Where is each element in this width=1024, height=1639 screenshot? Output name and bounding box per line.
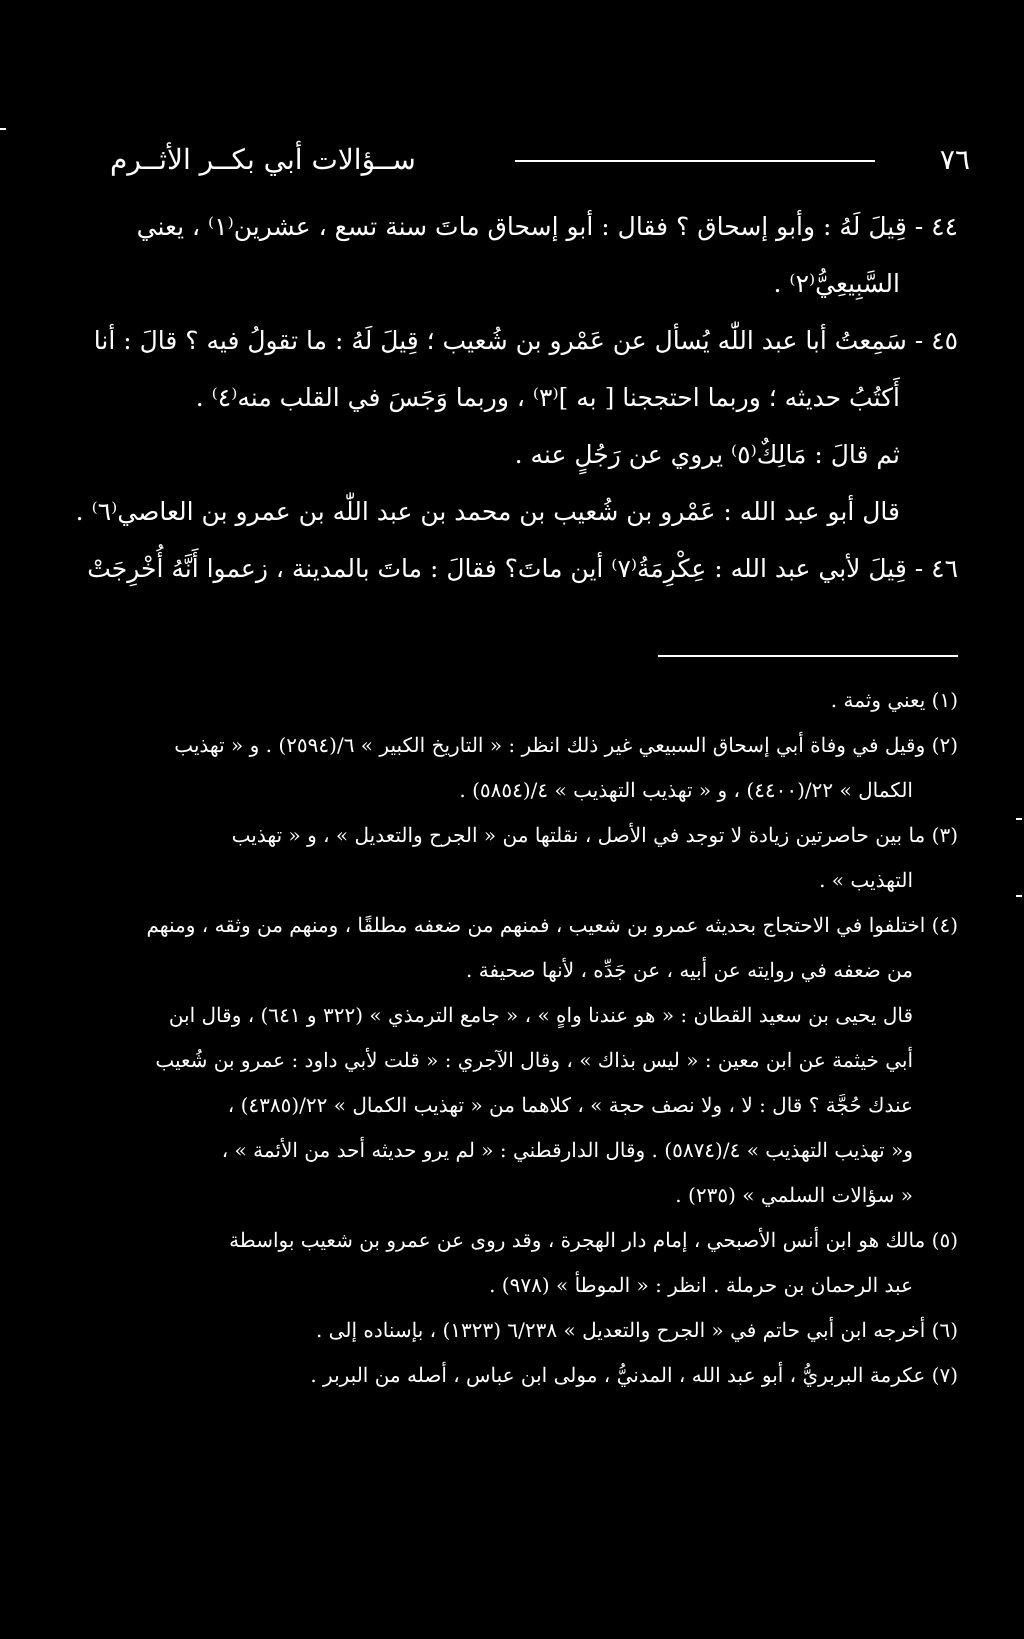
page-header xyxy=(70,140,970,180)
footnote-line: (٣) ما بين حاصرتين زيادة لا توجد في الأصل ، نقلتها من « الجرح والتعديل » ، و « تهذيب xyxy=(231,823,958,847)
footnote-line: « سؤالات السلمي » (٢٣٥) . xyxy=(675,1183,913,1207)
footnote-line: قال يحيى بن سعيد القطان : « هو عندنا واهٍ » ، « جامع الترمذي » (٣٢٢ و ٦٤١) ، وقال ابن xyxy=(168,1003,913,1027)
footnote-line: (٢) وقيل في وفاة أبي إسحاق السبيعي غير ذلك انظر : « التاريخ الكبير » ٦/(٢٥٩٤) . و « تهذيب xyxy=(174,733,958,757)
text-line: ٤٤ - قِيلَ لَهُ : وأبو إسحاق ؟ فقال : أبو إسحاق ماتَ سنة تسع ، عشرين⁽١⁾ ، يعني xyxy=(136,212,958,241)
text-line: ثم قالَ : مَالِكٌ⁽٥⁾ يروي عن رَجُلٍ عنه . xyxy=(514,440,900,469)
header-rule xyxy=(515,160,875,162)
text-line: ٤٥ - سَمِعتُ أبا عبد اللّٰه يُسأل عن عَمْرو بن شُعيب ؛ قِيلَ لَهُ : ما تقولُ فيه ؟ قالَ : أنا xyxy=(93,326,958,355)
running-title: ســؤالات أبي بكــر الأثــرم xyxy=(110,143,416,176)
footnote-line: (٥) مالك هو ابن أنس الأصبحي ، إمام دار الهجرة ، وقد روى عن عمرو بن شعيب بواسطة xyxy=(229,1228,958,1252)
footnote-line: (٧) عكرمة البربريُّ ، أبو عبد الله ، المدنيُّ ، مولى ابن عباس ، أصله من البربر . xyxy=(310,1363,958,1387)
footnote-line: (١) يعني وثمة . xyxy=(830,688,958,712)
footnote-line: عبد الرحمان بن حرملة . انظر : « الموطأ » (٩٧٨) . xyxy=(489,1273,913,1297)
text-line: قال أبو عبد الله : عَمْرو بن شُعيب بن محمد بن عبد اللّٰه بن عمرو بن العاصي⁽٦⁾ . xyxy=(75,497,900,526)
edge-scan-mark xyxy=(1016,818,1022,820)
page-number: ٧٦ xyxy=(939,143,970,176)
footnote-line: (٦) أخرجه ابن أبي حاتم في « الجرح والتعديل » ٦/٢٣٨ (١٣٢٣) ، بإسناده إلى . xyxy=(315,1318,958,1342)
footnote-separator xyxy=(658,655,958,657)
text-line: أَكتُبُ حديثه ؛ وربما احتججنا [ به ]⁽٣⁾ ، وربما وَجَسَ في القلب منه⁽٤⁾ . xyxy=(195,383,900,412)
edge-scan-mark xyxy=(1016,895,1022,897)
footnote-line: من ضعفه في روايته عن أبيه ، عن جَدِّه ، لأنها صحيفة . xyxy=(466,958,913,982)
footnote-line: (٤) اختلفوا في الاحتجاج بحديثه عمرو بن شعيب ، فمنهم من ضعفه مطلقًا ، ومنهم من وثقه ، ومنهم xyxy=(146,913,958,937)
footnote-line: عندك حُجَّة ؟ قال : لا ، ولا نصف حجة » ، كلاهما من « تهذيب الكمال » ٢٢/(٤٣٨٥) ، xyxy=(227,1093,913,1117)
text-line: السَّبِيعِيُّ⁽٢⁾ . xyxy=(773,269,900,298)
edge-scan-mark xyxy=(0,128,6,130)
footnote-line: الكمال » ٢٢/(٤٤٠٠) ، و « تهذيب التهذيب » ٤/(٥٨٥٤) . xyxy=(459,778,913,802)
footnotes xyxy=(48,678,958,1398)
footnote-line: أبي خيثمة عن ابن معين : « ليس بذاك » ، وقال الآجري : « قلت لأبي داود : عمرو بن شُعيب xyxy=(155,1048,913,1072)
footnote-line: التهذيب » . xyxy=(819,868,913,892)
main-text xyxy=(48,198,958,597)
text-line: ٤٦ - قِيلَ لأبي عبد الله : عِكْرِمَةُ⁽٧⁾ أين ماتَ؟ فقالَ : ماتَ بالمدينة ، زعموا أَنَّهُ أُخْرِجَتْ xyxy=(87,554,958,583)
footnote-line: و« تهذيب التهذيب » ٤/(٥٨٧٤) . وقال الدارقطني : « لم يرو حديثه أحد من الأئمة » ، xyxy=(221,1138,913,1162)
